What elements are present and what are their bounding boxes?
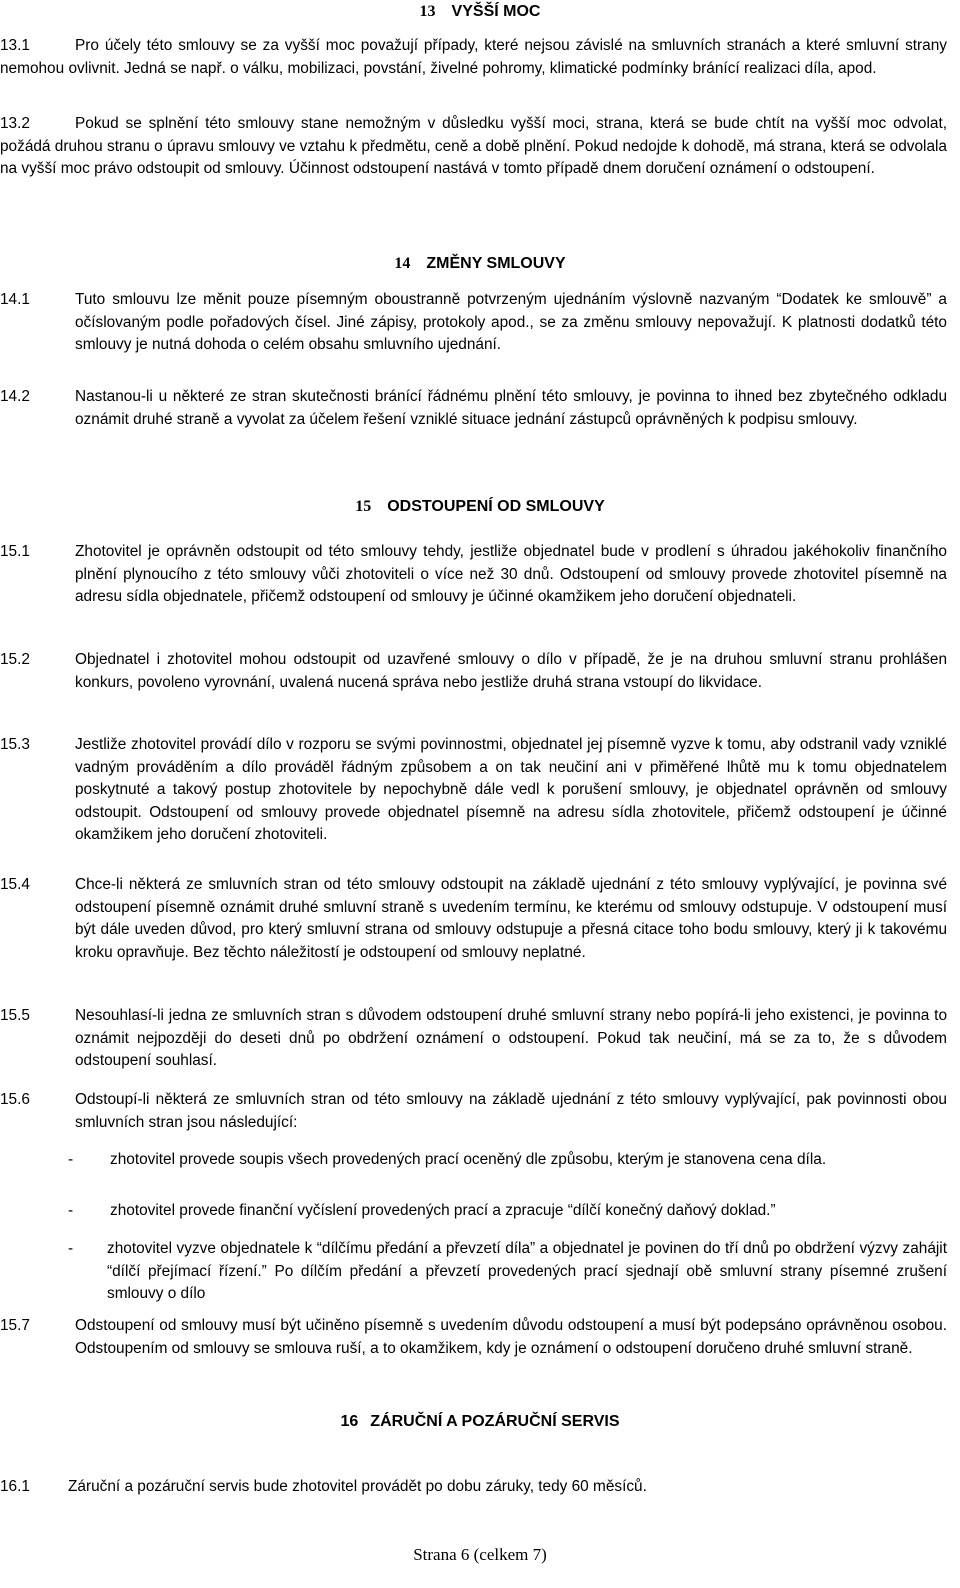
list-dash: - (68, 1240, 74, 1257)
clause-text: Nastanou-li u některé ze stran skutečnosti bránící řádnému plnění této smlouvy, je povinna to ihned bez zbytečného odkladu oznámit druhé straně a vyvolat za účelem řešení vzniklé situace jednání zástupců oprávněných k podpisu smlouvy. (75, 388, 947, 428)
clause-number: 15.7 (0, 1317, 30, 1334)
clause-number: 15.4 (0, 876, 30, 893)
clause-number: 15.5 (0, 1007, 30, 1024)
section-heading-14 (0, 255, 960, 273)
section-heading-15 (0, 498, 960, 516)
section-number: 16 (340, 1413, 359, 1430)
section-title: ZÁRUČNÍ A POZÁRUČNÍ SERVIS (370, 1413, 620, 1430)
section-title: ZMĚNY SMLOUVY (426, 255, 566, 272)
section-number: 13 (419, 3, 436, 20)
clause-number: 13.1 (0, 37, 30, 54)
section-title: ODSTOUPENÍ OD SMLOUVY (387, 498, 605, 515)
page-footer: Strana 6 (celkem 7) (413, 1545, 547, 1564)
clause-number: 15.2 (0, 651, 30, 668)
clause-number: 15.3 (0, 736, 30, 753)
clause-text: Odstoupení od smlouvy musí být učiněno písemně s uvedením důvodu odstoupení a musí být podepsáno oprávněnou osobou. Odstoupením od smlouvy se smlouva ruší, a to okamžikem, kdy je oznámení o odstoupení doručeno druhé smluvní straně. (75, 1317, 947, 1357)
clause-text: Objednatel i zhotovitel mohou odstoupit od uzavřené smlouvy o dílo v případě, že je na druhou smluvní stranu prohlášen konkurs, povoleno vyrovnání, uvalená nucená správa nebo jestliže druhá strana vstoupí do likvidace. (75, 651, 947, 691)
list-dash: - (68, 1202, 74, 1219)
clause-number: 14.1 (0, 291, 30, 308)
clause-text: 13.1 Pro účely této smlouvy se za vyšší moc považují případy, které nejsou závislé na smluvních stranách a které smluvní strany nemohou ovlivnit. Jedná se např. o válku, mobilizaci, povstání, živelné pohromy, klimatické podmínky bránící realizaci díla, apod. (0, 37, 947, 77)
clause-text: Tuto smlouvu lze měnit pouze písemným oboustranně potvrzeným ujednáním výslovně nazvaným “Dodatek ke smlouvě” a očíslovaným podle pořadových čísel. Jiné zápisy, protokoly apod., se za změnu smlouvy nepovažují. K platnosti dodatků této smlouvy je nutná dohoda o celém obsahu smluvního ujednání. (75, 291, 947, 353)
clause-text: Chce-li některá ze smluvních stran od této smlouvy odstoupit na základě ujednání z této smlouvy vyplývající, je povinna své odstoupení písemně oznámit druhé smluvní straně s uvedením termínu, ke kterému od smlouvy odstupuje. V odstoupení musí být dále uveden důvod, pro který smluvní strana od smlouvy odstupuje a přesná citace toho bodu smlouvy, který ji k takovému kroku opravňuje. Bez těchto náležitostí je odstoupení od smlouvy neplatné. (75, 876, 947, 961)
section-number: 14 (394, 255, 411, 272)
clause-text: 13.2 Pokud se splnění této smlouvy stane nemožným v důsledku vyšší moci, strana, která se bude chtít na vyšší moc odvolat, požádá druhou stranu o úpravu smlouvy ve vztahu k předmětu, ceně a době plnění. Pokud nedojde k dohodě, má strana, která se odvolala na vyšší moc právo odstoupit od smlouvy. Účinnost odstoupení nastává v tomto případě dnem doručení oznámení o odstoupení. (0, 115, 947, 177)
section-heading-13 (0, 3, 960, 21)
clause-text: Nesouhlasí-li jedna ze smluvních stran s důvodem odstoupení druhé smluvní strany nebo popírá-li jeho existenci, je povinna to oznámit nejpozději do deseti dnů po obdržení oznámení o odstoupení. Pokud tak neučiní, má se za to, že s důvodem odstoupení souhlasí. (75, 1007, 947, 1069)
clause-number: 13.2 (0, 115, 30, 132)
clause-number: 15.6 (0, 1091, 30, 1108)
clause-text: Zhotovitel je oprávněn odstoupit od této smlouvy tehdy, jestliže objednatel bude v prodlení s úhradou jakéhokoliv finančního plnění plynoucího z této smlouvy vůči zhotoviteli o více než 30 dnů. Odstoupení od smlouvy provede zhotovitel písemně na adresu sídla objednatele, přičemž odstoupení od smlouvy je účinné okamžikem jeho doručení objednateli. (75, 543, 947, 605)
clause-text: Odstoupí-li některá ze smluvních stran od této smlouvy na základě ujednání z této smlouvy vyplývající, pak povinnosti obou smluvních stran jsou následující: (75, 1091, 947, 1131)
list-item-text: zhotovitel provede finanční vyčíslení provedených prací a zpracuje “dílčí konečný daňový doklad.” (110, 1202, 776, 1219)
clause-number: 16.1 (0, 1478, 30, 1495)
section-heading-16 (0, 1413, 960, 1431)
section-number: 15 (355, 498, 372, 515)
clause-number: 15.1 (0, 543, 30, 560)
list-item-text: zhotovitel provede soupis všech provedených prací oceněný dle způsobu, kterým je stanovena cena díla. (110, 1151, 827, 1168)
clause-number: 14.2 (0, 388, 30, 405)
list-dash: - (68, 1151, 74, 1168)
list-item-text: zhotovitel vyzve objednatele k “dílčímu předání a převzetí díla” a objednatel je povinen do tří dnů po obdržení výzvy zahájit “dílčí přejímací řízení.” Po dílčím předání a převzetí provedených prací sjednají obě smluvní strany písemné zrušení smlouvy o dílo (107, 1240, 947, 1302)
clause-text: Záruční a pozáruční servis bude zhotovitel provádět po dobu záruky, tedy 60 měsíců. (68, 1478, 647, 1495)
section-title: VYŠŠÍ MOC (451, 3, 541, 20)
clause-text: Jestliže zhotovitel provádí dílo v rozporu se svými povinnostmi, objednatel jej písemně vyzve k tomu, aby odstranil vady vzniklé vadným prováděním a dílo prováděl řádným způsobem a on tak neučiní ani v přiměřené lhůtě mu k tomu objednatelem poskytnuté a takový postup zhotovitele by nepochybně dále vedl k porušení smlouvy, je objednatel oprávněn od smlouvy odstoupit. Odstoupení od smlouvy provede objednatel písemně na adresu sídla zhotovitele, přičemž odstoupení je účinné okamžikem jeho doručení zhotoviteli. (75, 736, 947, 843)
